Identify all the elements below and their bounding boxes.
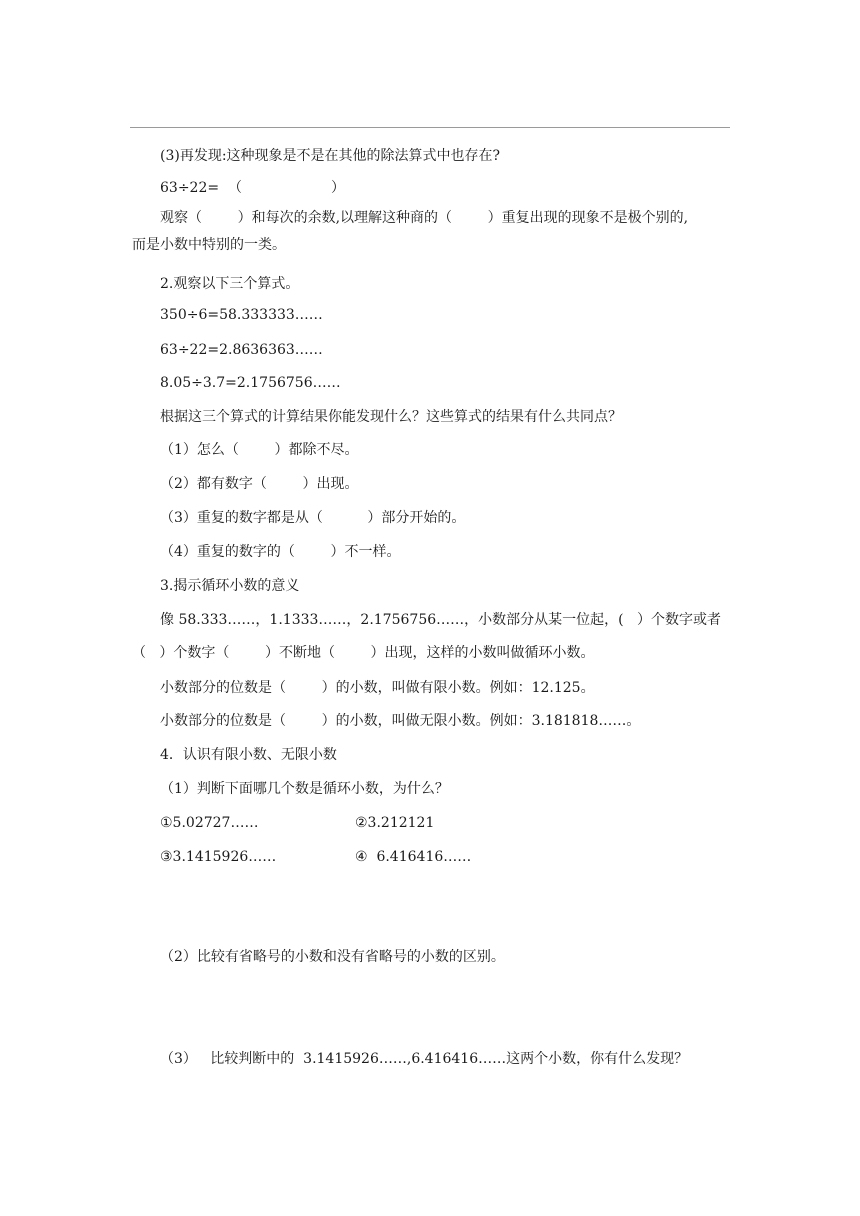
text-line: 根据这三个算式的计算结果你能发现什么？这些算式的结果有什么共同点？: [160, 409, 622, 425]
text-line: 小数部分的位数是（ ）的小数，叫做有限小数。例如：12.125。: [160, 680, 595, 696]
text-line: 像 58.333……，1.1333……，2.1756756……，小数部分从某一位起，( ）个数字或者: [160, 612, 721, 628]
text-line: （2）比较有省略号的小数和没有省略号的小数的区别。: [160, 949, 505, 965]
text-line: （3） 比较判断中的 3.1415926……,6.416416……这两个小数，你有什么发现？: [160, 1051, 689, 1067]
section-heading: 3.揭示循环小数的意义: [160, 578, 300, 594]
text-line: （4）重复的数字的（ ）不一样。: [160, 544, 401, 560]
list-item: ②3.212121: [355, 815, 435, 831]
list-item: ④ 6.416416……: [355, 849, 472, 865]
section-heading: 4．认识有限小数、无限小数: [160, 747, 337, 763]
text-line: 而是小数中特别的一类。: [132, 237, 286, 253]
text-line: 小数部分的位数是（ ）的小数，叫做无限小数。例如：3.181818……。: [160, 713, 641, 729]
text-line: （2）都有数字（ ）出现。: [160, 476, 359, 492]
header-rule: [130, 127, 730, 128]
text-line: 8.05÷3.7=2.1756756……: [160, 375, 341, 391]
text-line: （3）重复的数字都是从（ ）部分开始的。: [160, 510, 466, 526]
text-line: 350÷6=58.333333……: [160, 307, 323, 323]
text-line: （1）怎么（ ）都除不尽。: [160, 442, 359, 458]
text-line: 观察（ ）和每次的余数,以理解这种商的（ ）重复出现的现象不是极个别的,: [160, 210, 689, 226]
text-line: 63÷22=2.8636363……: [160, 342, 323, 358]
text-line: 63÷22= （ ）: [160, 180, 345, 196]
list-item: ①5.02727……: [160, 815, 259, 831]
list-item: ③3.1415926……: [160, 849, 277, 865]
section-heading: 2.观察以下三个算式。: [160, 276, 300, 292]
text-line: （1）判断下面哪几个数是循环小数，为什么？: [160, 781, 449, 797]
text-line: （ ）个数字（ ）不断地（ ）出现，这样的小数叫做循环小数。: [132, 645, 595, 661]
text-line: (3)再发现:这种现象是不是在其他的除法算式中也存在?: [160, 148, 501, 164]
